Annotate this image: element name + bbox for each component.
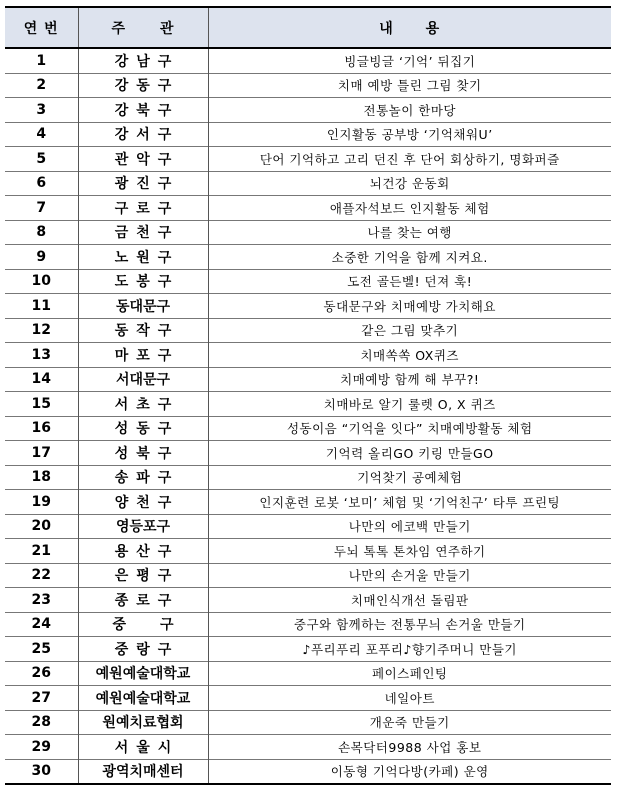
header-content: 내 용: [208, 7, 611, 48]
row-number: 15: [5, 392, 78, 417]
table-row: [5, 392, 611, 417]
row-content: 치매바로 알기 룰렛 O, X 퀴즈: [208, 392, 611, 417]
table-row: [5, 416, 611, 441]
row-number: 22: [5, 563, 78, 588]
row-host: 강동구: [78, 73, 208, 98]
row-host: 서울시: [78, 735, 208, 760]
table-row: [5, 171, 611, 196]
row-number: 20: [5, 514, 78, 539]
row-number: 8: [5, 220, 78, 245]
table-row: [5, 245, 611, 270]
row-number: 29: [5, 735, 78, 760]
row-content: 치매 예방 틀린 그림 찾기: [208, 73, 611, 98]
table-body: [5, 48, 611, 784]
row-content: 페이스페인팅: [208, 661, 611, 686]
table-row: [5, 612, 611, 637]
row-host: 원예치료협회: [78, 710, 208, 735]
row-number: 9: [5, 245, 78, 270]
row-content: 치매인식개선 돌림판: [208, 588, 611, 613]
row-host: 성북구: [78, 441, 208, 466]
row-number: 6: [5, 171, 78, 196]
row-number: 21: [5, 539, 78, 564]
table-row: [5, 122, 611, 147]
row-host: 구로구: [78, 196, 208, 221]
row-content: 두뇌 톡톡 톤차임 연주하기: [208, 539, 611, 564]
table-row: [5, 73, 611, 98]
row-content: 이동형 기억다방(카페) 운영: [208, 759, 611, 784]
program-table: [5, 6, 611, 785]
row-host: 종로구: [78, 588, 208, 613]
table-header-row: [5, 7, 611, 48]
table-row: [5, 269, 611, 294]
row-host: 강서구: [78, 122, 208, 147]
row-content: 뇌건강 운동회: [208, 171, 611, 196]
row-host: 용산구: [78, 539, 208, 564]
row-host: 송파구: [78, 465, 208, 490]
row-content: 단어 기억하고 고리 던진 후 단어 회상하기, 명화퍼즐: [208, 147, 611, 172]
row-host: 예원예술대학교: [78, 661, 208, 686]
row-number: 27: [5, 686, 78, 711]
row-content: 치매예방 함께 해 부꾸?!: [208, 367, 611, 392]
row-host: 영등포구: [78, 514, 208, 539]
table-row: [5, 514, 611, 539]
row-number: 13: [5, 343, 78, 368]
row-host: 강남구: [78, 48, 208, 73]
table-row: [5, 441, 611, 466]
row-number: 16: [5, 416, 78, 441]
row-number: 19: [5, 490, 78, 515]
row-host: 동작구: [78, 318, 208, 343]
row-number: 28: [5, 710, 78, 735]
row-number: 1: [36, 52, 47, 69]
table-row: [5, 48, 611, 73]
row-host: 양천구: [78, 490, 208, 515]
row-content: 빙글빙글 ‘기억’ 뒤집기: [208, 48, 611, 73]
row-host: 강북구: [78, 98, 208, 123]
row-number: 18: [5, 465, 78, 490]
row-host: 도봉구: [78, 269, 208, 294]
table-row: [5, 220, 611, 245]
row-host: 광진구: [78, 171, 208, 196]
row-host: 동대문구: [78, 294, 208, 319]
row-content: 기억찾기 공예체험: [208, 465, 611, 490]
row-content: 동대문구와 치매예방 가치해요: [208, 294, 611, 319]
table-row: [5, 759, 611, 784]
table-row: [5, 465, 611, 490]
row-host: 예원예술대학교: [78, 686, 208, 711]
program-table-container: [5, 6, 611, 785]
header-host: 주 관: [78, 7, 208, 48]
row-number: 24: [5, 612, 78, 637]
table-row: [5, 367, 611, 392]
table-row: [5, 563, 611, 588]
table-row: [5, 196, 611, 221]
table-row: [5, 490, 611, 515]
row-content: 인지훈련 로봇 ‘보미’ 체험 및 ‘기억친구’ 타투 프린팅: [208, 490, 611, 515]
row-host: 마포구: [78, 343, 208, 368]
row-content: 같은 그림 맞추기: [208, 318, 611, 343]
row-content: 손목닥터9988 사업 홍보: [208, 735, 611, 760]
row-host: 광역치매센터: [78, 759, 208, 784]
row-content: 인지활동 공부방 ‘기억채워U’: [208, 122, 611, 147]
header-number: 연 번: [5, 7, 78, 48]
table-row: [5, 98, 611, 123]
row-host: 중구: [78, 612, 208, 637]
row-number: 12: [5, 318, 78, 343]
row-number: 4: [5, 122, 78, 147]
row-content: 나만의 에코백 만들기: [208, 514, 611, 539]
row-number: 11: [5, 294, 78, 319]
row-number: 23: [5, 588, 78, 613]
table-row: [5, 318, 611, 343]
row-host: 노원구: [78, 245, 208, 270]
table-row: [5, 588, 611, 613]
table-row: [5, 539, 611, 564]
row-content: 치매쏙쏙 OX퀴즈: [208, 343, 611, 368]
table-row: [5, 686, 611, 711]
row-number: 3: [5, 98, 78, 123]
row-content: 개운죽 만들기: [208, 710, 611, 735]
table-row: [5, 661, 611, 686]
row-content: 도전 골든벨! 던져 훅!: [208, 269, 611, 294]
row-number: 7: [5, 196, 78, 221]
row-content: 나를 찾는 여행: [208, 220, 611, 245]
row-host: 관악구: [78, 147, 208, 172]
row-host: 서대문구: [78, 367, 208, 392]
table-row: [5, 147, 611, 172]
row-host: 성동구: [78, 416, 208, 441]
row-content: 기억력 올리GO 키링 만들GO: [208, 441, 611, 466]
row-host: 금천구: [78, 220, 208, 245]
row-content: 전통놀이 한마당: [208, 98, 611, 123]
row-content: ♪푸리푸리 포푸리♪향기주머니 만들기: [208, 637, 611, 662]
row-number: 14: [5, 367, 78, 392]
row-host: 서초구: [78, 392, 208, 417]
row-content: 중구와 함께하는 전통무늬 손거울 만들기: [208, 612, 611, 637]
row-content: 성동이음 “기억을 잇다” 치매예방활동 체험: [208, 416, 611, 441]
row-number: 10: [5, 269, 78, 294]
row-number: 25: [5, 637, 78, 662]
row-content: 소중한 기억을 함께 지켜요.: [208, 245, 611, 270]
row-number: 26: [5, 661, 78, 686]
table-row: [5, 710, 611, 735]
table-row: [5, 294, 611, 319]
row-number: 17: [5, 441, 78, 466]
row-number: 5: [5, 147, 78, 172]
table-row: [5, 735, 611, 760]
table-row: [5, 637, 611, 662]
row-content: 네일아트: [208, 686, 611, 711]
row-content: 나만의 손거울 만들기: [208, 563, 611, 588]
row-host: 은평구: [78, 563, 208, 588]
row-content: 애플자석보드 인지활동 체험: [208, 196, 611, 221]
row-number: 30: [5, 759, 78, 784]
table-row: [5, 343, 611, 368]
row-number: 2: [5, 73, 78, 98]
row-host: 중랑구: [78, 637, 208, 662]
